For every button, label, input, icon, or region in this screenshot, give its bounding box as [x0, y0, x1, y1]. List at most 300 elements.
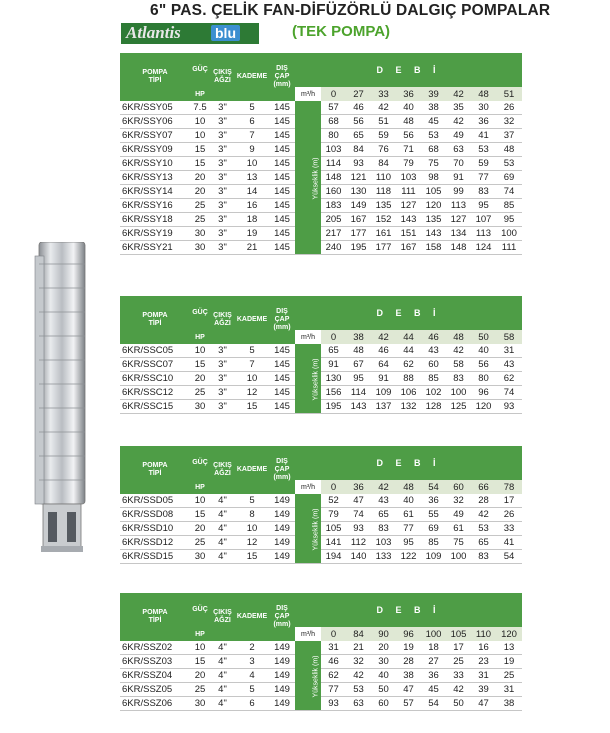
outer-diameter: 149: [269, 522, 295, 536]
power-hp: 30: [190, 550, 210, 564]
head-value: 110: [371, 171, 396, 185]
head-value: 53: [496, 157, 522, 171]
power-hp: 15: [190, 358, 210, 372]
head-value: 107: [471, 213, 496, 227]
head-value: 143: [396, 213, 421, 227]
pump-model: 6KR/SSY06: [120, 115, 190, 129]
head-value: 67: [346, 358, 371, 372]
head-value: 83: [371, 522, 396, 536]
tipi-label: TİPİ: [148, 617, 162, 624]
head-value: 44: [396, 344, 421, 358]
head-value: 127: [396, 199, 421, 213]
head-value: 156: [321, 386, 346, 400]
power-hp: 25: [190, 536, 210, 550]
head-value: 31: [496, 344, 522, 358]
col-header-stages: KADEME: [235, 53, 269, 101]
head-value: 53: [471, 143, 496, 157]
table-row: [120, 157, 522, 171]
head-value: 39: [471, 683, 496, 697]
flow-value: 33: [371, 87, 396, 101]
head-value: 75: [421, 157, 446, 171]
head-value: 77: [471, 171, 496, 185]
tipi-label: TİPİ: [148, 77, 162, 84]
head-value: 59: [371, 129, 396, 143]
head-value: 130: [346, 185, 371, 199]
head-value: 52: [321, 494, 346, 508]
head-value: 32: [346, 655, 371, 669]
stage-count: 12: [235, 536, 269, 550]
head-value: 31: [471, 669, 496, 683]
head-value: 17: [496, 494, 522, 508]
head-value: 30: [371, 655, 396, 669]
col-header-pump-type: [120, 446, 190, 494]
head-value: 42: [471, 508, 496, 522]
outlet-size: 4": [210, 641, 235, 655]
head-value: 124: [471, 241, 496, 255]
page-title: 6" PAS. ÇELİK FAN-DİFÜZÖRLÜ DALGIÇ POMPALAR: [150, 2, 551, 19]
flow-value: 0: [321, 330, 346, 344]
cikis-label: ÇIKIŞ: [213, 69, 232, 76]
outlet-size: 4": [210, 697, 235, 711]
head-value: 68: [321, 115, 346, 129]
pump-model: 6KR/SSY13: [120, 171, 190, 185]
flow-value: 48: [396, 480, 421, 494]
head-value: 167: [346, 213, 371, 227]
flow-value: 0: [321, 87, 346, 101]
stage-count: 8: [235, 508, 269, 522]
head-value: 21: [346, 641, 371, 655]
power-hp: 25: [190, 213, 210, 227]
col-header-stages: KADEME: [235, 593, 269, 641]
power-hp: 10: [190, 641, 210, 655]
flow-value: 54: [421, 480, 446, 494]
flow-value: 46: [421, 330, 446, 344]
head-value: 100: [496, 227, 522, 241]
head-value: 114: [321, 157, 346, 171]
mm-label: (mm): [273, 81, 291, 88]
head-value: 65: [321, 344, 346, 358]
head-value: 85: [421, 372, 446, 386]
table-row: [120, 227, 522, 241]
col-header-power: GÜÇ: [190, 446, 210, 480]
stage-count: 5: [235, 101, 269, 115]
head-value: 137: [371, 400, 396, 414]
head-value: 69: [496, 171, 522, 185]
stage-count: 14: [235, 185, 269, 199]
outer-diameter: 145: [269, 372, 295, 386]
flow-value: 50: [471, 330, 496, 344]
head-value: 23: [471, 655, 496, 669]
head-value: 60: [421, 358, 446, 372]
stage-count: 4: [235, 669, 269, 683]
table-row: [120, 697, 522, 711]
head-value: 18: [421, 641, 446, 655]
head-value: 58: [446, 358, 471, 372]
tipi-label: TİPİ: [148, 470, 162, 477]
pump-model: 6KR/SSC07: [120, 358, 190, 372]
flow-value: 0: [321, 480, 346, 494]
head-value: 28: [471, 494, 496, 508]
table-row: [120, 536, 522, 550]
head-value: 84: [346, 143, 371, 157]
agzi-label: AĞZI: [214, 320, 231, 327]
pump-model: 6KR/SSD15: [120, 550, 190, 564]
head-value: 47: [471, 697, 496, 711]
outer-diameter: 145: [269, 386, 295, 400]
col-header-pump-type: [120, 296, 190, 344]
col-header-diameter: [269, 53, 295, 101]
dis-label: DIŞ: [276, 605, 288, 612]
power-hp: 15: [190, 508, 210, 522]
flow-value: 58: [496, 330, 522, 344]
table-row: [120, 683, 522, 697]
head-value: 83: [471, 185, 496, 199]
head-value: 37: [496, 129, 522, 143]
stage-count: 18: [235, 213, 269, 227]
head-axis-label: [295, 344, 321, 414]
agzi-label: AĞZI: [214, 470, 231, 477]
mm-label: (mm): [273, 474, 291, 481]
outlet-size: 3": [210, 227, 235, 241]
head-value: 60: [371, 697, 396, 711]
table-row: [120, 550, 522, 564]
head-value: 48: [396, 115, 421, 129]
outer-diameter: 145: [269, 143, 295, 157]
head-value: 95: [396, 536, 421, 550]
outlet-size: 3": [210, 129, 235, 143]
head-value: 93: [496, 400, 522, 414]
pump-table-ssy: [120, 53, 522, 255]
power-hp: 20: [190, 669, 210, 683]
head-value: 51: [371, 115, 396, 129]
outer-diameter: 145: [269, 241, 295, 255]
head-value: 93: [346, 522, 371, 536]
stage-count: 10: [235, 157, 269, 171]
head-value: 43: [496, 358, 522, 372]
head-value: 205: [321, 213, 346, 227]
head-value: 53: [346, 683, 371, 697]
brand-logo: [121, 23, 259, 44]
head-value: 109: [421, 550, 446, 564]
agzi-label: AĞZI: [214, 77, 231, 84]
head-value: 26: [496, 101, 522, 115]
outer-diameter: 149: [269, 494, 295, 508]
col-header-flow: D E B İ: [295, 446, 522, 480]
pump-model: 6KR/SSY21: [120, 241, 190, 255]
head-value: 31: [321, 641, 346, 655]
tipi-label: TİPİ: [148, 320, 162, 327]
head-value: 35: [446, 101, 471, 115]
table-row: [120, 199, 522, 213]
flow-unit: m³/h: [295, 330, 321, 344]
outer-diameter: 145: [269, 101, 295, 115]
table-row: [120, 115, 522, 129]
head-value: 74: [496, 185, 522, 199]
dis-label: DIŞ: [276, 458, 288, 465]
table-row: [120, 358, 522, 372]
hp-unit: HP: [190, 627, 210, 641]
head-value: 83: [446, 372, 471, 386]
head-value: 195: [346, 241, 371, 255]
flow-value: 42: [371, 330, 396, 344]
yukseklik-label: Yükseklik (m): [312, 507, 320, 551]
flow-value: 36: [396, 87, 421, 101]
outer-diameter: 149: [269, 683, 295, 697]
mm-label: (mm): [273, 621, 291, 628]
head-value: 63: [346, 697, 371, 711]
col-header-flow: D E B İ: [295, 53, 522, 87]
power-hp: 15: [190, 143, 210, 157]
head-value: 217: [321, 227, 346, 241]
head-value: 121: [346, 171, 371, 185]
head-value: 40: [371, 669, 396, 683]
head-value: 57: [321, 101, 346, 115]
outlet-size: 3": [210, 157, 235, 171]
head-value: 27: [421, 655, 446, 669]
head-axis-label: [295, 641, 321, 711]
head-value: 47: [396, 683, 421, 697]
head-value: 128: [421, 400, 446, 414]
pump-model: 6KR/SSY14: [120, 185, 190, 199]
head-value: 105: [321, 522, 346, 536]
flow-value: 110: [471, 627, 496, 641]
flow-unit: m³/h: [295, 627, 321, 641]
col-header-pump-type: [120, 593, 190, 641]
flow-value: 78: [496, 480, 522, 494]
outer-diameter: 145: [269, 157, 295, 171]
head-value: 68: [421, 143, 446, 157]
head-value: 36: [471, 115, 496, 129]
outlet-size: 3": [210, 143, 235, 157]
head-value: 120: [421, 199, 446, 213]
table-row: [120, 185, 522, 199]
head-value: 65: [371, 508, 396, 522]
head-value: 19: [396, 641, 421, 655]
pump-table-ssz: [120, 593, 522, 711]
dis-label: DIŞ: [276, 308, 288, 315]
pompa-label: POMPA: [142, 609, 168, 616]
pump-model: 6KR/SSY18: [120, 213, 190, 227]
flow-value: 120: [496, 627, 522, 641]
head-value: 56: [471, 358, 496, 372]
power-hp: 15: [190, 157, 210, 171]
head-value: 62: [396, 358, 421, 372]
head-value: 160: [321, 185, 346, 199]
head-value: 113: [446, 199, 471, 213]
pompa-label: POMPA: [142, 312, 168, 319]
table-row: [120, 669, 522, 683]
head-value: 20: [371, 641, 396, 655]
stage-count: 21: [235, 241, 269, 255]
head-value: 65: [346, 129, 371, 143]
outer-diameter: 145: [269, 199, 295, 213]
outer-diameter: 149: [269, 536, 295, 550]
head-value: 91: [321, 358, 346, 372]
head-value: 38: [396, 669, 421, 683]
head-value: 125: [446, 400, 471, 414]
flow-value: 51: [496, 87, 522, 101]
head-value: 42: [446, 344, 471, 358]
col-header-outlet: [210, 593, 235, 641]
head-value: 74: [496, 386, 522, 400]
cikis-label: ÇIKIŞ: [213, 312, 232, 319]
flow-unit: m³/h: [295, 87, 321, 101]
col-header-diameter: [269, 296, 295, 344]
outer-diameter: 149: [269, 550, 295, 564]
head-value: 42: [346, 669, 371, 683]
pompa-label: POMPA: [142, 69, 168, 76]
hp-unit: HP: [190, 87, 210, 101]
power-hp: 15: [190, 655, 210, 669]
stage-count: 5: [235, 494, 269, 508]
head-value: 61: [396, 508, 421, 522]
pump-model: 6KR/SSY07: [120, 129, 190, 143]
table-row: [120, 241, 522, 255]
power-hp: 20: [190, 171, 210, 185]
head-value: 140: [346, 550, 371, 564]
table-row: [120, 129, 522, 143]
col-header-pump-type: [120, 53, 190, 101]
head-value: 98: [421, 171, 446, 185]
head-value: 45: [421, 115, 446, 129]
head-value: 49: [446, 508, 471, 522]
stage-count: 3: [235, 655, 269, 669]
head-value: 85: [421, 536, 446, 550]
table-row: [120, 101, 522, 115]
pompa-label: POMPA: [142, 462, 168, 469]
head-value: 158: [421, 241, 446, 255]
head-value: 91: [371, 372, 396, 386]
head-value: 64: [371, 358, 396, 372]
flow-value: 100: [421, 627, 446, 641]
head-axis-label: [295, 101, 321, 255]
head-value: 151: [396, 227, 421, 241]
head-value: 103: [396, 171, 421, 185]
head-value: 48: [496, 143, 522, 157]
head-value: 148: [321, 171, 346, 185]
stage-count: 7: [235, 129, 269, 143]
table-row: [120, 372, 522, 386]
flow-value: 84: [346, 627, 371, 641]
col-header-outlet: [210, 296, 235, 344]
stage-count: 16: [235, 199, 269, 213]
head-value: 43: [421, 344, 446, 358]
power-hp: 10: [190, 344, 210, 358]
head-value: 62: [496, 372, 522, 386]
pump-model: 6KR/SSZ03: [120, 655, 190, 669]
flow-value: 48: [446, 330, 471, 344]
table-row: [120, 508, 522, 522]
head-value: 56: [396, 129, 421, 143]
outlet-size: 3": [210, 199, 235, 213]
head-value: 54: [496, 550, 522, 564]
head-value: 75: [446, 536, 471, 550]
head-value: 53: [471, 522, 496, 536]
head-value: 95: [346, 372, 371, 386]
outer-diameter: 149: [269, 641, 295, 655]
head-value: 105: [421, 185, 446, 199]
flow-value: 42: [371, 480, 396, 494]
outlet-size: 4": [210, 655, 235, 669]
stage-count: 7: [235, 358, 269, 372]
power-hp: 30: [190, 697, 210, 711]
pump-model: 6KR/SSC15: [120, 400, 190, 414]
pump-model: 6KR/SSY10: [120, 157, 190, 171]
flow-value: 39: [421, 87, 446, 101]
head-value: 59: [471, 157, 496, 171]
cap-label: ÇAP: [274, 466, 290, 473]
pump-model: 6KR/SSY16: [120, 199, 190, 213]
head-value: 133: [371, 550, 396, 564]
power-hp: 20: [190, 372, 210, 386]
head-value: 149: [346, 199, 371, 213]
head-value: 109: [371, 386, 396, 400]
outlet-size: 3": [210, 344, 235, 358]
pump-model: 6KR/SSZ05: [120, 683, 190, 697]
flow-value: 42: [446, 87, 471, 101]
head-value: 103: [371, 536, 396, 550]
outlet-size: 4": [210, 494, 235, 508]
pump-model: 6KR/SSZ04: [120, 669, 190, 683]
head-value: 40: [396, 494, 421, 508]
head-value: 195: [321, 400, 346, 414]
head-value: 112: [346, 536, 371, 550]
outer-diameter: 145: [269, 115, 295, 129]
head-value: 96: [471, 386, 496, 400]
head-value: 31: [496, 683, 522, 697]
head-value: 45: [421, 683, 446, 697]
cikis-label: ÇIKIŞ: [213, 609, 232, 616]
col-header-flow: D E B İ: [295, 593, 522, 627]
power-hp: 10: [190, 494, 210, 508]
head-value: 65: [471, 536, 496, 550]
power-hp: 25: [190, 683, 210, 697]
stage-count: 10: [235, 522, 269, 536]
head-value: 26: [496, 508, 522, 522]
head-value: 152: [371, 213, 396, 227]
head-value: 103: [321, 143, 346, 157]
outlet-size: 3": [210, 101, 235, 115]
outlet-size: 3": [210, 386, 235, 400]
outlet-size: 4": [210, 522, 235, 536]
head-value: 85: [496, 199, 522, 213]
flow-value: 48: [471, 87, 496, 101]
yukseklik-label: Yükseklik (m): [312, 357, 320, 401]
head-value: 93: [346, 157, 371, 171]
flow-value: 44: [396, 330, 421, 344]
outer-diameter: 149: [269, 655, 295, 669]
head-value: 148: [446, 241, 471, 255]
hp-unit: HP: [190, 330, 210, 344]
outer-diameter: 145: [269, 129, 295, 143]
pump-table-ssc: [120, 296, 522, 414]
head-value: 47: [346, 494, 371, 508]
head-value: 111: [496, 241, 522, 255]
table-row: [120, 400, 522, 414]
head-value: 95: [496, 213, 522, 227]
head-value: 70: [446, 157, 471, 171]
col-header-stages: KADEME: [235, 446, 269, 494]
col-header-flow: D E B İ: [295, 296, 522, 330]
head-value: 36: [421, 669, 446, 683]
head-value: 120: [471, 400, 496, 414]
outer-diameter: 145: [269, 344, 295, 358]
pump-model: 6KR/SSC05: [120, 344, 190, 358]
head-value: 88: [396, 372, 421, 386]
head-value: 25: [496, 669, 522, 683]
power-hp: 30: [190, 227, 210, 241]
head-value: 79: [396, 157, 421, 171]
